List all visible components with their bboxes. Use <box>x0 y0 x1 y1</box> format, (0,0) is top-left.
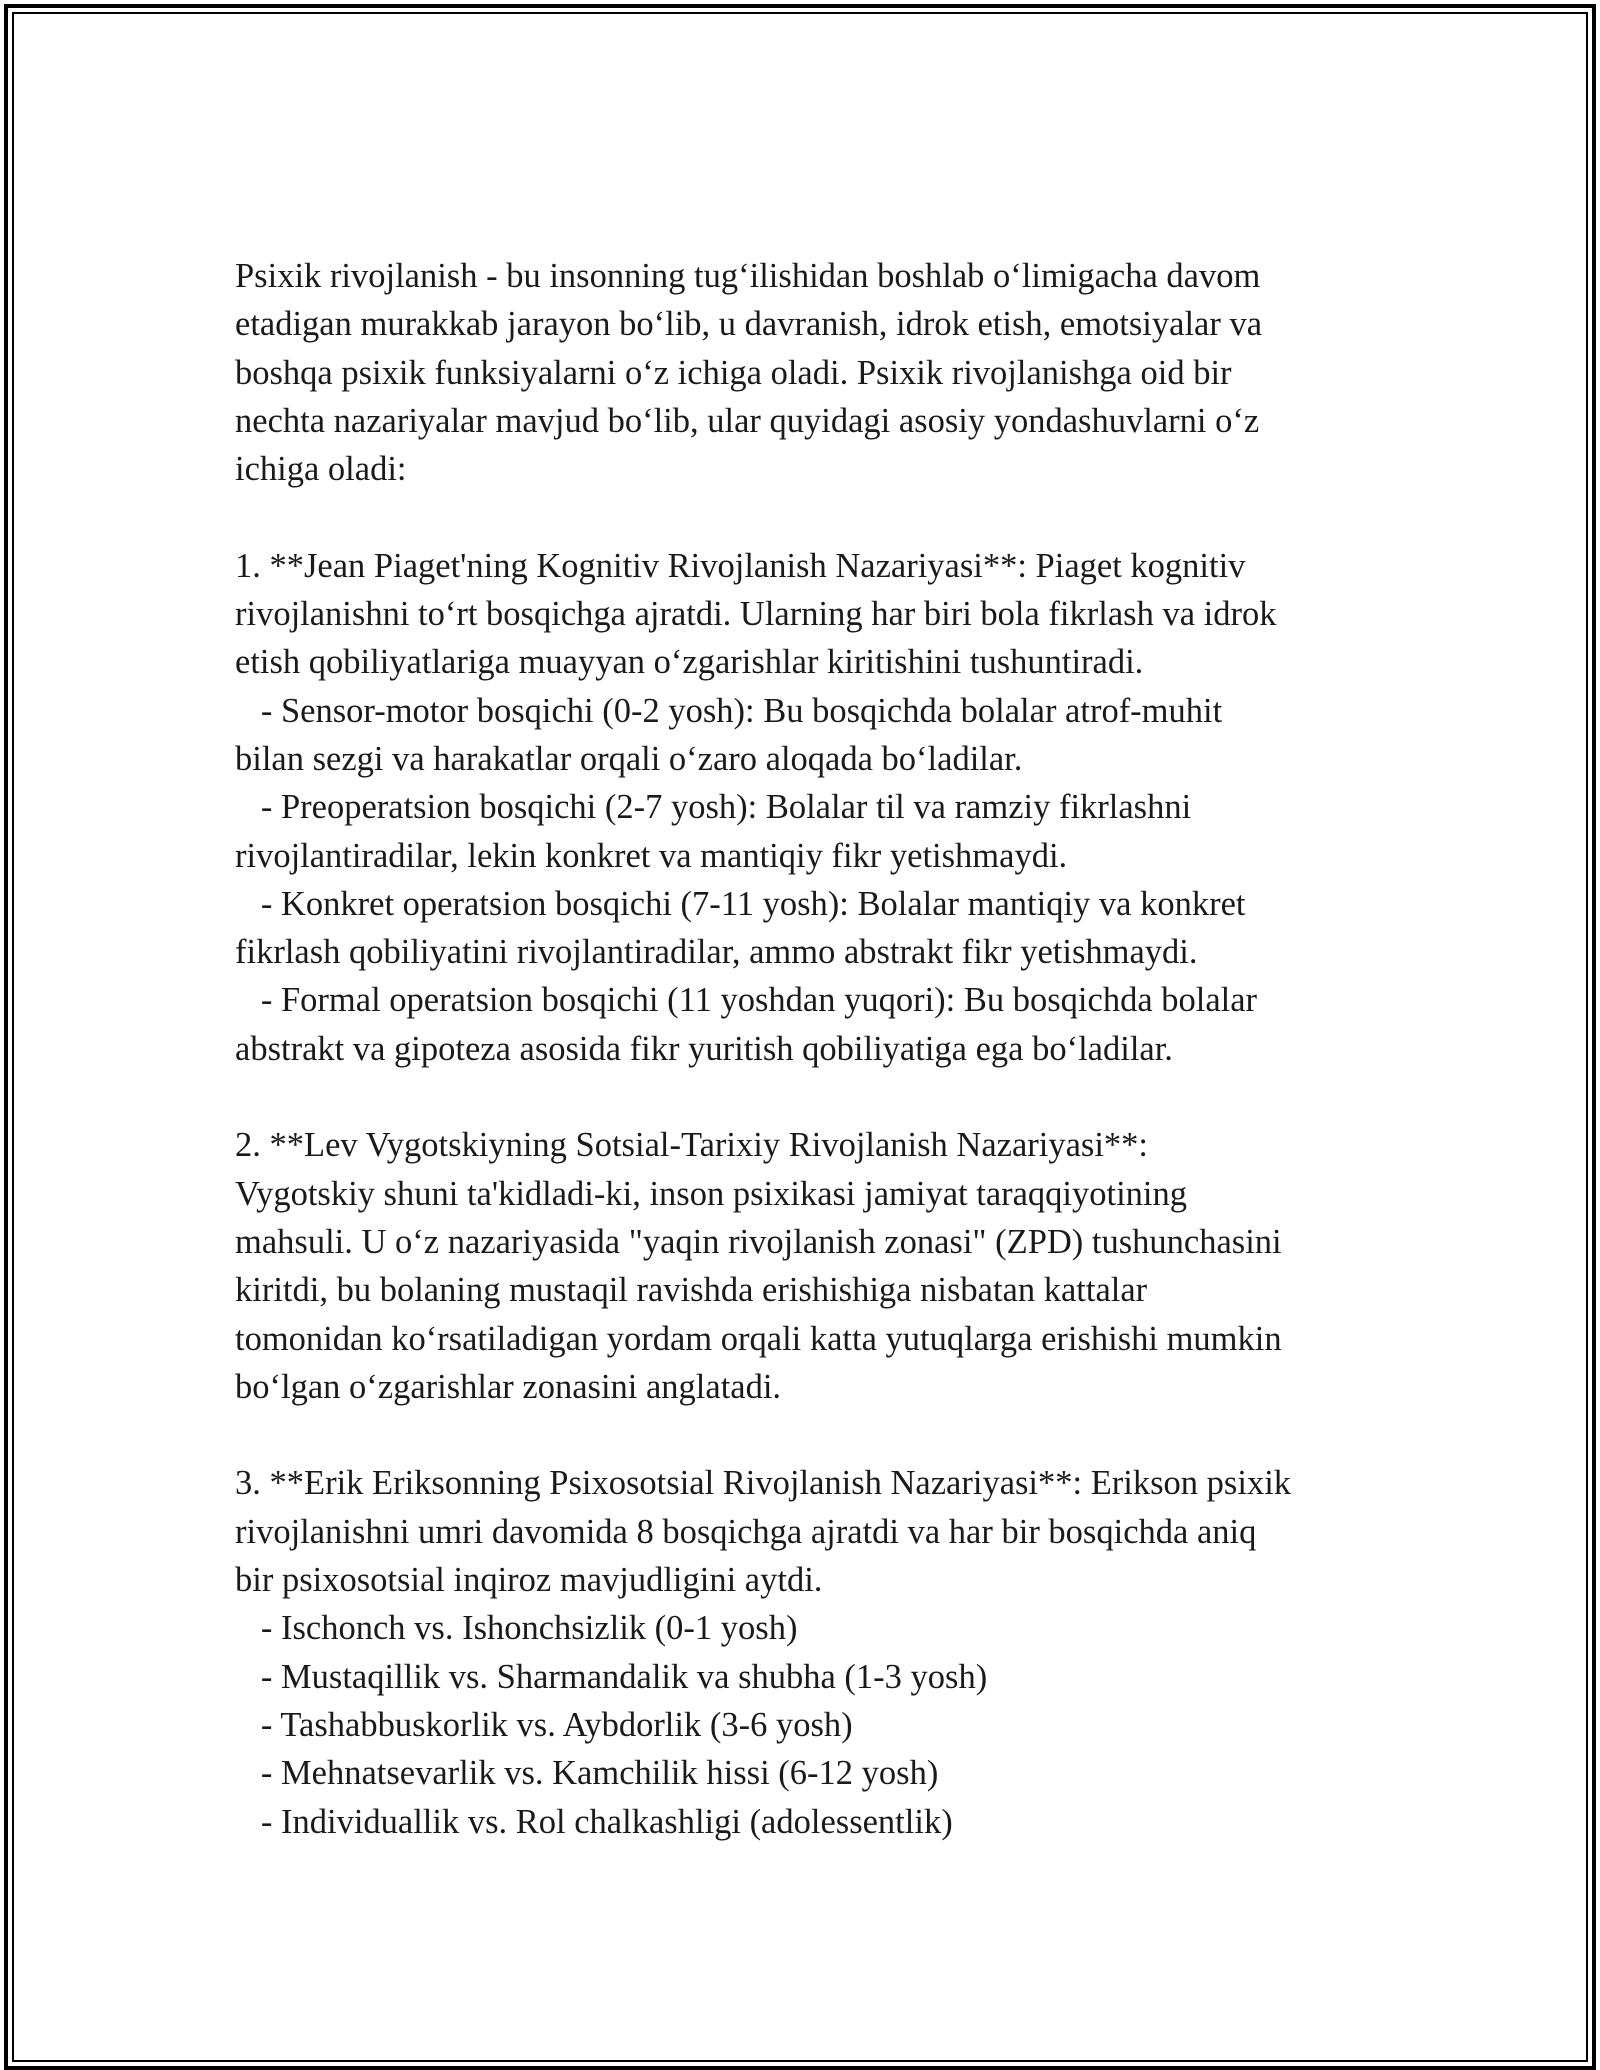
text-line: bir psixosotsial inqiroz mavjudligini aytdi. <box>235 1561 823 1600</box>
erikson-section <box>235 1459 1375 1845</box>
intro-paragraph <box>235 252 1375 493</box>
text-line: abstrakt va gipoteza asosida fikr yuritish qobiliyatiga ega bo‘ladilar. <box>235 1029 1173 1068</box>
section-heading-line: 2. **Lev Vygotskiyning Sotsial-Tarixiy Rivojlanish Nazariyasi**: <box>235 1126 1149 1165</box>
text-line: tomonidan ko‘rsatiladigan yordam orqali katta yutuqlarga erishishi mumkin <box>235 1319 1282 1358</box>
list-item-line: - Tashabbuskorlik vs. Aybdorlik (3-6 yosh) <box>235 1705 853 1744</box>
text-line: ichiga oladi: <box>235 450 407 489</box>
text-line: rivojlanishni to‘rt bosqichga ajratdi. Ularning har biri bola fikrlash va idrok <box>235 595 1277 634</box>
text-line: bo‘lgan o‘zgarishlar zonasini anglatadi. <box>235 1367 782 1406</box>
section-heading-line: 3. **Erik Eriksonning Psixosotsial Rivojlanish Nazariyasi**: Erikson psixik <box>235 1464 1292 1503</box>
section-heading-line: 1. **Jean Piaget'ning Kognitiv Rivojlanish Nazariyasi**: Piaget kognitiv <box>235 546 1246 585</box>
document-body <box>235 252 1375 1846</box>
text-line: Vygotskiy shuni ta'kidladi-ki, inson psixikasi jamiyat taraqqiyotining <box>235 1174 1188 1213</box>
list-item-line: - Sensor-motor bosqichi (0-2 yosh): Bu bosqichda bolalar atrof-muhit <box>235 691 1223 730</box>
list-item-line: - Konkret operatsion bosqichi (7-11 yosh): Bolalar mantiqiy va konkret <box>235 884 1246 923</box>
list-item-line: - Mustaqillik vs. Sharmandalik va shubha (1-3 yosh) <box>235 1657 988 1696</box>
list-item-line: - Individuallik vs. Rol chalkashligi (adolessentlik) <box>235 1802 953 1841</box>
text-line: etish qobiliyatlariga muayyan o‘zgarishlar kiritishini tushuntiradi. <box>235 643 1144 682</box>
vygotsky-section <box>235 1121 1375 1411</box>
text-line: Psixik rivojlanish - bu insonning tug‘ilishidan boshlab o‘limigacha davom <box>235 257 1261 295</box>
piaget-section <box>235 542 1375 1073</box>
text-line: rivojlantiradilar, lekin konkret va mantiqiy fikr yetishmaydi. <box>235 836 1068 875</box>
text-line: rivojlanishni umri davomida 8 bosqichga ajratdi va har bir bosqichda aniq <box>235 1512 1257 1551</box>
text-line: etadigan murakkab jarayon bo‘lib, u davranish, idrok etish, emotsiyalar va <box>235 305 1263 344</box>
text-line: nechta nazariyalar mavjud bo‘lib, ular quyidagi asosiy yondashuvlarni o‘z <box>235 401 1260 440</box>
list-item-line: - Preoperatsion bosqichi (2-7 yosh): Bolalar til va ramziy fikrlashni <box>235 788 1192 827</box>
text-line: kiritdi, bu bolaning mustaqil ravishda erishishiga nisbatan kattalar <box>235 1271 1148 1310</box>
list-item-line: - Mehnatsevarlik vs. Kamchilik hissi (6-12 yosh) <box>235 1754 939 1793</box>
list-item-line: - Ischonch vs. Ishonchsizlik (0-1 yosh) <box>235 1609 798 1648</box>
text-line: fikrlash qobiliyatini rivojlantiradilar, ammo abstrakt fikr yetishmaydi. <box>235 933 1198 972</box>
text-line: mahsuli. U o‘z nazariyasida "yaqin rivojlanish zonasi" (ZPD) tushunchasini <box>235 1222 1282 1261</box>
text-line: bilan sezgi va harakatlar orqali o‘zaro aloqada bo‘ladilar. <box>235 739 1023 778</box>
text-line: boshqa psixik funksiyalarni o‘z ichiga oladi. Psixik rivojlanishga oid bir <box>235 353 1232 392</box>
list-item-line: - Formal operatsion bosqichi (11 yoshdan yuqori): Bu bosqichda bolalar <box>235 981 1258 1020</box>
